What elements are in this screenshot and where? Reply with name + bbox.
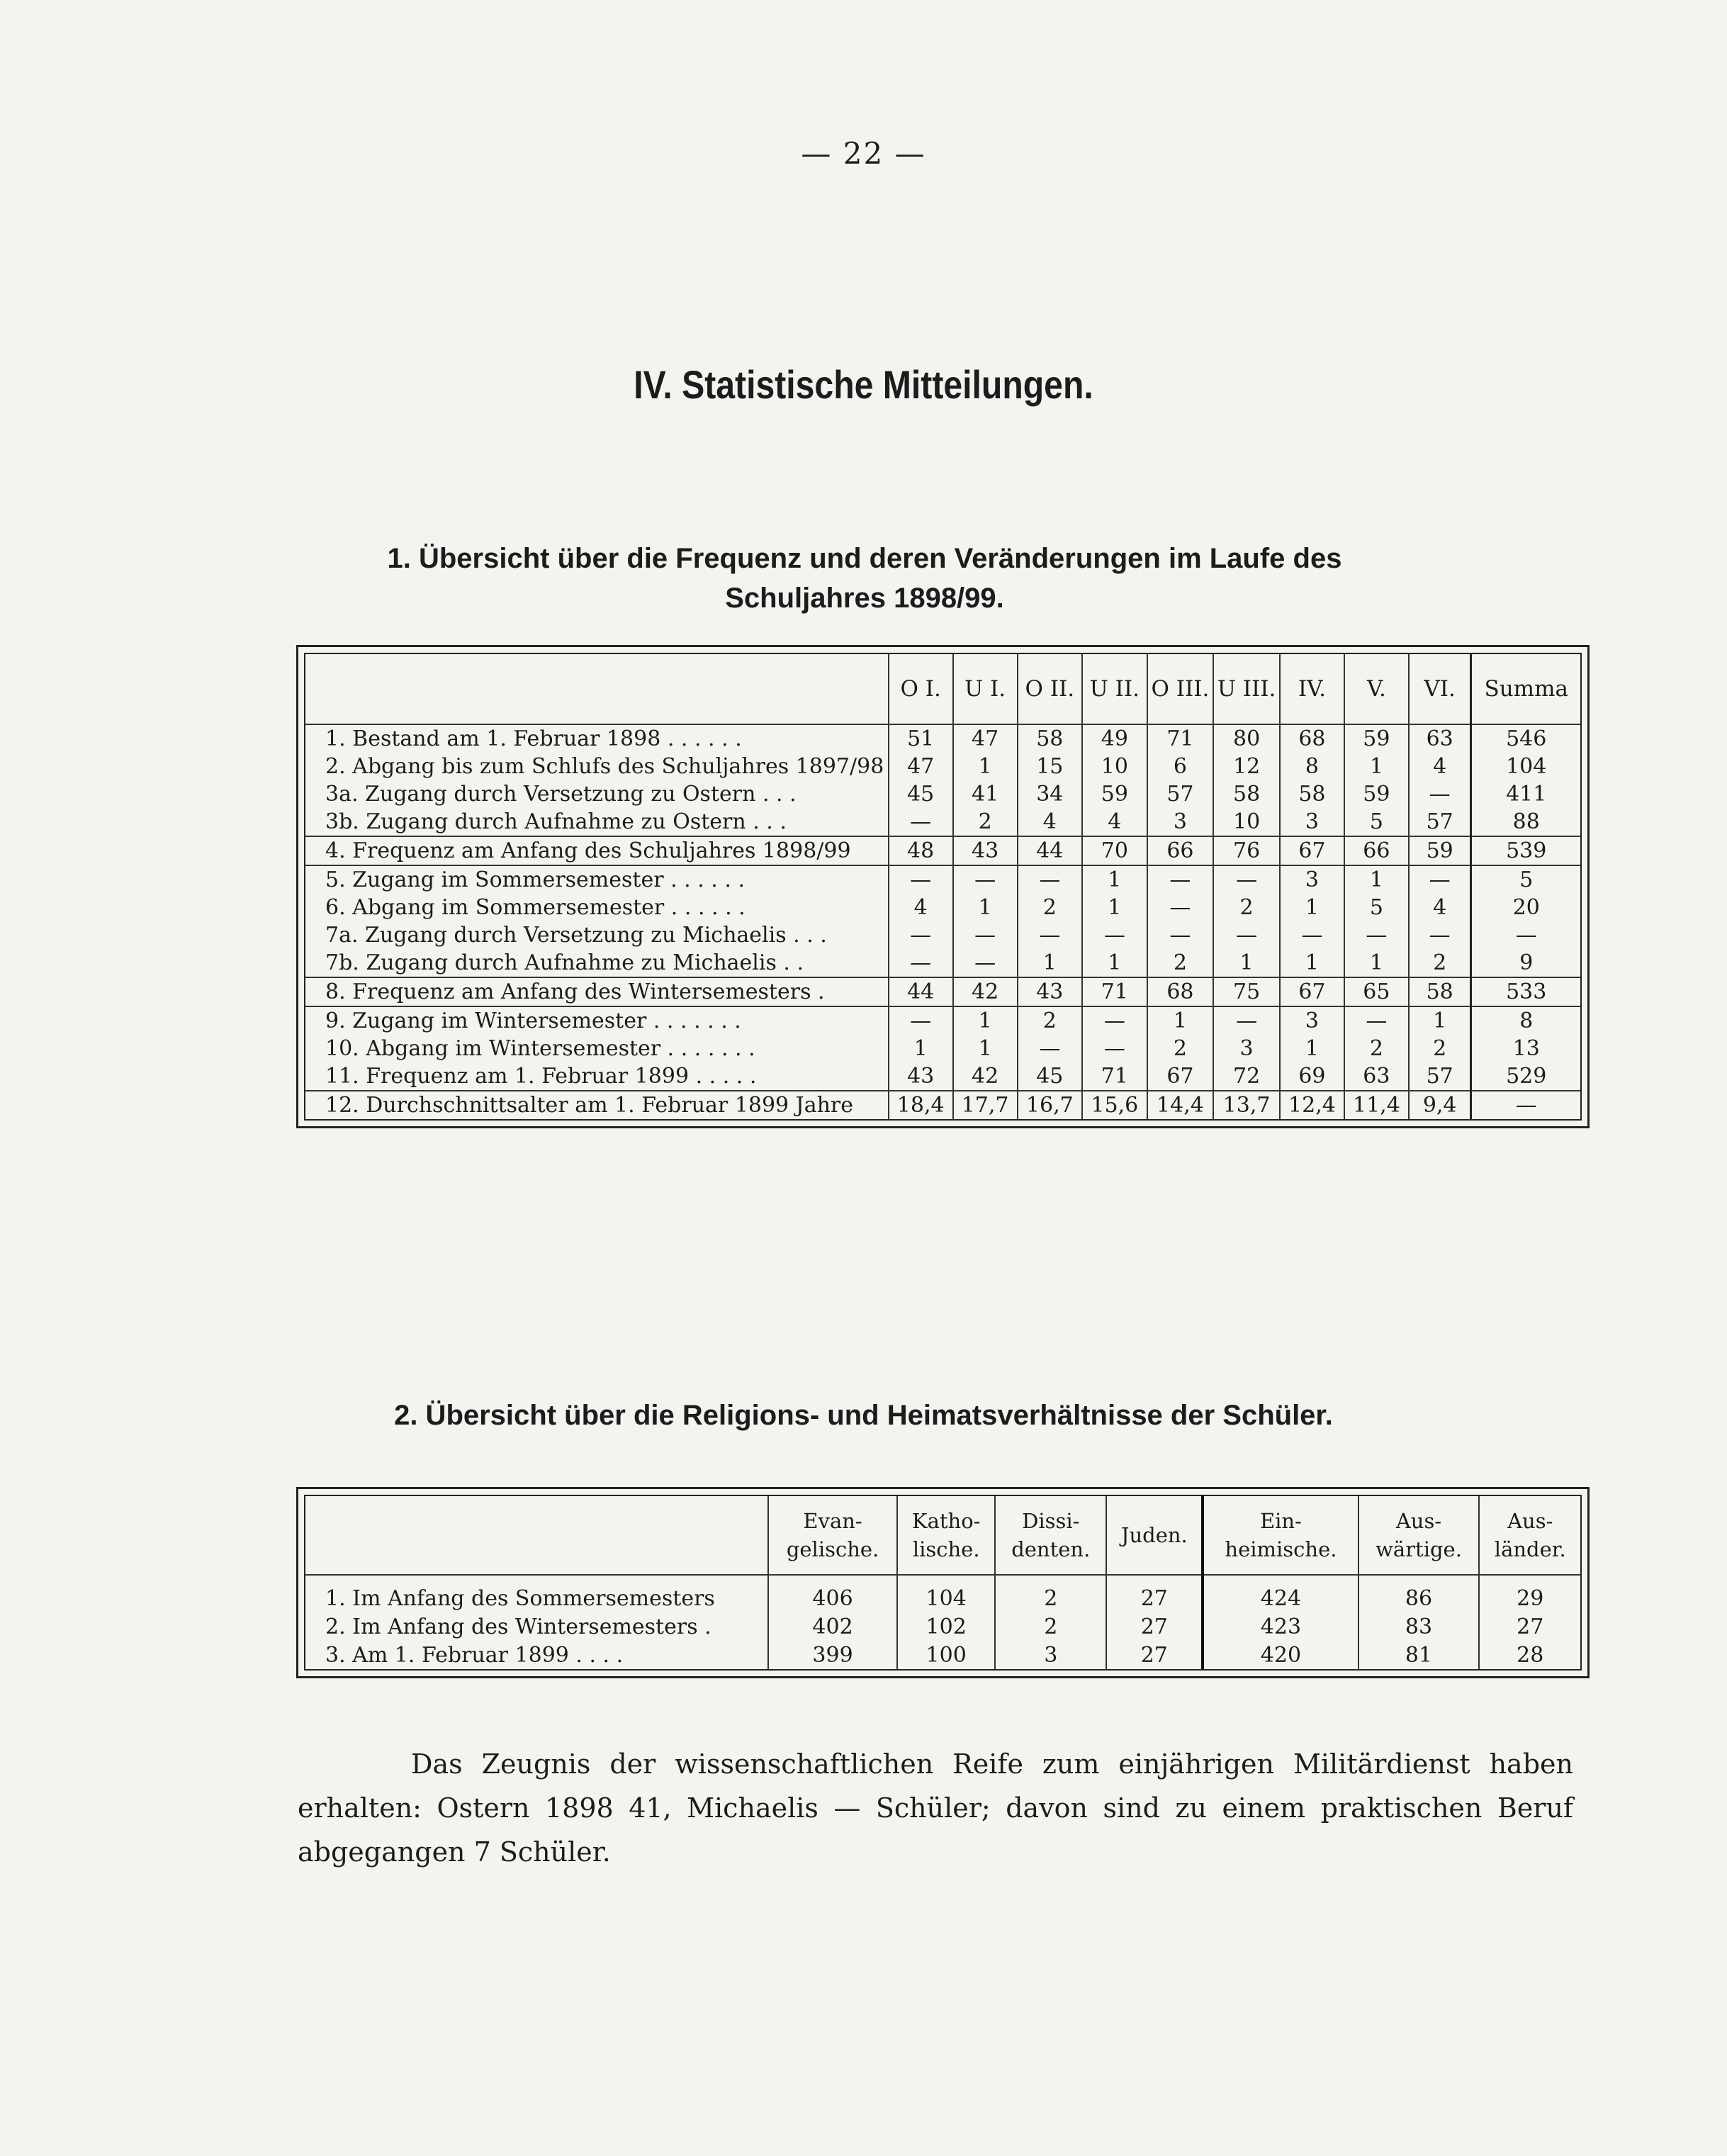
cell-value: 80 [1213,724,1280,753]
cell-value: 12 [1213,753,1280,780]
cell-value: 5 [1344,808,1409,836]
cell-value: 59 [1409,836,1471,865]
cell-value: 67 [1147,1062,1214,1091]
table1-col-header: IV. [1280,654,1344,724]
cell-value: — [1280,921,1344,949]
table-row [305,724,1580,753]
cell-value: 28 [1479,1641,1580,1669]
cell-value: — [889,949,953,977]
row-label: 9. Zugang im Wintersemester . . . . . . . [325,1009,741,1033]
cell-value: 8 [1280,753,1344,780]
cell-value: 58 [1409,977,1471,1006]
cell-value: 2 [1344,1035,1409,1062]
row-label: 7b. Zugang durch Aufnahme zu Michaelis . . [305,949,889,977]
cell-value: 1 [1409,1006,1471,1035]
cell-value: 57 [1147,780,1214,808]
cell-value: 1 [1082,865,1147,894]
row-label: 3a. Zugang durch Versetzung zu Ostern . . . [325,782,797,807]
cell-value: 10 [1082,753,1147,780]
cell-value: 58 [1280,780,1344,808]
cell-value: 44 [1018,836,1082,865]
cell-value: 4 [1409,753,1471,780]
table-row [305,1091,1580,1119]
table1-col-header: U II. [1082,654,1147,724]
row-sum: 529 [1471,1062,1580,1091]
table1-col-header: V. [1344,654,1409,724]
row-sum: 5 [1471,865,1580,894]
cell-value: 72 [1213,1062,1280,1091]
cell-value: 3 [1280,808,1344,836]
row-sum: 20 [1471,894,1580,921]
row-sum: 88 [1471,808,1580,836]
cell-value: 27 [1106,1612,1203,1641]
table1-col-header: U III. [1213,654,1280,724]
cell-value: 1 [953,753,1018,780]
table1-col-header: U I. [953,654,1018,724]
cell-value: 29 [1479,1575,1580,1612]
cell-value: 10 [1213,808,1280,836]
cell-value: 83 [1358,1612,1480,1641]
cell-value: 2 [1147,949,1214,977]
cell-value: 42 [953,977,1018,1006]
section-heading: IV. Statistische Mitteilungen. [634,362,1093,407]
cell-value: 2 [1018,1006,1082,1035]
cell-value: 27 [1106,1641,1203,1669]
cell-value: 2 [1018,894,1082,921]
cell-value: — [1082,921,1147,949]
cell-value: — [889,1006,953,1035]
table1-col-header-summa: Summa [1471,654,1580,724]
closing-paragraph [298,1742,1573,1874]
cell-value: 2 [1409,1035,1471,1062]
cell-value: — [1018,921,1082,949]
cell-value: — [889,808,953,836]
row-sum: 13 [1471,1035,1580,1062]
cell-value: 13,7 [1213,1091,1280,1119]
closing-text: Das Zeugnis der wissenschaftlichen Reife zum einjährigen Militärdienst haben erhalten: Ostern 1898 41, Michaelis — Schüler; davon sind zu einem praktischen Beruf abgegangen 7 Schüler. [298,1748,1573,1868]
row-label: 6. Abgang im Sommersemester . . . . . . [325,895,746,920]
cell-value: 3 [1147,808,1214,836]
table-row [305,780,1580,808]
cell-value: 2 [1409,949,1471,977]
cell-value: 423 [1203,1612,1358,1641]
cell-value: 67 [1280,977,1344,1006]
cell-value: 63 [1409,724,1471,753]
row-sum: 533 [1471,977,1580,1006]
row-sum: 8 [1471,1006,1580,1035]
cell-value: 43 [1018,977,1082,1006]
cell-value: 42 [953,1062,1018,1091]
cell-value: 59 [1082,780,1147,808]
cell-value: — [1082,1006,1147,1035]
row-sum: 104 [1471,753,1580,780]
cell-value: 5 [1344,894,1409,921]
cell-value: 81 [1358,1641,1480,1669]
cell-value: — [1147,894,1214,921]
cell-value: 14,4 [1147,1091,1214,1119]
cell-value: 69 [1280,1062,1344,1091]
cell-value: 1 [953,894,1018,921]
table-row [305,1575,1580,1612]
row-label: 1. Bestand am 1. Februar 1898 . . . . . . [325,726,742,751]
cell-value: — [1344,1006,1409,1035]
cell-value: 4 [1082,808,1147,836]
table1-col-header: O III. [1147,654,1214,724]
cell-value: 27 [1479,1612,1580,1641]
cell-value: 1 [1344,949,1409,977]
row-label: 2. Im Anfang des Wintersemesters . [325,1614,711,1639]
row-sum: 546 [1471,724,1580,753]
cell-value: 9,4 [1409,1091,1471,1119]
page-number: — 22 — [801,136,926,171]
cell-value: 15 [1018,753,1082,780]
table2-header-blank [305,1496,768,1575]
cell-value: 51 [889,724,953,753]
cell-value: 58 [1213,780,1280,808]
cell-value: 43 [889,1062,953,1091]
cell-value: — [1213,921,1280,949]
row-sum: 411 [1471,780,1580,808]
cell-value: 1 [1280,1035,1344,1062]
cell-value: 47 [889,753,953,780]
cell-value: 68 [1147,977,1214,1006]
row-label: 12. Durchschnittsalter am 1. Februar 1899 Jahre [325,1093,853,1118]
cell-value: 6 [1147,753,1214,780]
cell-value: 406 [768,1575,897,1612]
table1-col-header: O II. [1018,654,1082,724]
table-row [305,894,1580,921]
cell-value: 2 [995,1612,1106,1641]
row-label: 11. Frequenz am 1. Februar 1899 . . . . . [305,1062,889,1091]
cell-value: 16,7 [1018,1091,1082,1119]
cell-value: 1 [889,1035,953,1062]
row-sum: 9 [1471,949,1580,977]
table-row [305,1062,1580,1091]
cell-value: — [953,949,1018,977]
table2-col-header: Aus- länder. [1479,1496,1580,1575]
table-row [305,1612,1580,1641]
cell-value: 102 [897,1612,995,1641]
row-label: 7a. Zugang durch Versetzung zu Michaelis . . . [325,923,827,948]
cell-value: — [1147,865,1214,894]
cell-value: 100 [897,1641,995,1669]
cell-value: — [1082,1035,1147,1062]
cell-value: 68 [1280,724,1344,753]
cell-value: 1 [1280,949,1344,977]
cell-value: 47 [953,724,1018,753]
cell-value: 3 [1280,865,1344,894]
table2-col-header: Dissi- denten. [995,1496,1106,1575]
cell-value: — [953,921,1018,949]
frequency-table [296,645,1590,1128]
cell-value: 1 [1344,753,1409,780]
cell-value: 2 [1147,1035,1214,1062]
cell-value: 67 [1280,836,1344,865]
cell-value: 399 [768,1641,897,1669]
cell-value: 45 [889,780,953,808]
table-row [305,753,1580,780]
table2-header-row [305,1496,1580,1575]
cell-value: 15,6 [1082,1091,1147,1119]
cell-value: 1 [1213,949,1280,977]
table2-heading: 2. Übersicht über die Religions- und Heimatsverhältnisse der Schüler. [394,1400,1333,1431]
religion-table [296,1487,1590,1678]
cell-value: 2 [953,808,1018,836]
cell-value: — [1018,865,1082,894]
cell-value: 71 [1082,1062,1147,1091]
cell-value: 104 [897,1575,995,1612]
table-row [305,865,1580,894]
cell-value: 57 [1409,808,1471,836]
cell-value: — [953,865,1018,894]
cell-value: 1 [953,1006,1018,1035]
cell-value: 3 [1280,1006,1344,1035]
table2-col-header: Evan- gelische. [768,1496,897,1575]
cell-value: 1 [1018,949,1082,977]
cell-value: 75 [1213,977,1280,1006]
table2-col-header: Juden. [1106,1496,1203,1575]
row-sum: 539 [1471,836,1580,865]
cell-value: 65 [1344,977,1409,1006]
cell-value: 63 [1344,1062,1409,1091]
table-row [305,977,1580,1006]
row-sum: — [1471,921,1580,949]
cell-value: 27 [1106,1575,1203,1612]
table-row [305,1006,1580,1035]
cell-value: — [1147,921,1214,949]
table2-col-header: Katho- lische. [897,1496,995,1575]
cell-value: 66 [1344,836,1409,865]
cell-value: 3 [995,1641,1106,1669]
cell-value: 48 [889,836,953,865]
cell-value: — [889,865,953,894]
cell-value: 1 [1280,894,1344,921]
table2-col-header: Aus- wärtige. [1358,1496,1480,1575]
cell-value: 4 [1018,808,1082,836]
table-row [305,808,1580,836]
cell-value: 1 [953,1035,1018,1062]
row-label: 8. Frequenz am Anfang des Wintersemesters . [305,977,889,1006]
cell-value: 86 [1358,1575,1480,1612]
cell-value: 11,4 [1344,1091,1409,1119]
cell-value: 420 [1203,1641,1358,1669]
cell-value: 58 [1018,724,1082,753]
cell-value: 2 [1213,894,1280,921]
cell-value: 4 [1409,894,1471,921]
cell-value: 34 [1018,780,1082,808]
row-label: 2. Abgang bis zum Schlufs des Schuljahres 1897/98 [325,754,884,779]
cell-value: — [1409,780,1471,808]
table-row [305,949,1580,977]
cell-value: 49 [1082,724,1147,753]
cell-value: — [1409,865,1471,894]
row-sum: — [1471,1091,1580,1119]
row-label: 3. Am 1. Februar 1899 . . . . [325,1642,624,1668]
cell-value: — [1213,865,1280,894]
table1-heading-line2: Schuljahres 1898/99. [725,583,1004,614]
table1-heading-line1: 1. Übersicht über die Frequenz und deren Veränderungen im Laufe des [387,543,1342,574]
cell-value: 66 [1147,836,1214,865]
cell-value: 18,4 [889,1091,953,1119]
row-label: 4. Frequenz am Anfang des Schuljahres 1898/99 [305,836,889,865]
cell-value: — [1213,1006,1280,1035]
cell-value: 71 [1082,977,1147,1006]
table1-col-header: O I. [889,654,953,724]
cell-value: 402 [768,1612,897,1641]
cell-value: 59 [1344,724,1409,753]
cell-value: 12,4 [1280,1091,1344,1119]
cell-value: 70 [1082,836,1147,865]
table2-col-header: Ein- heimische. [1203,1496,1358,1575]
row-label: 5. Zugang im Sommersemester . . . . . . [325,868,745,892]
cell-value: 41 [953,780,1018,808]
cell-value: — [1344,921,1409,949]
row-label: 10. Abgang im Wintersemester . . . . . . . [325,1036,755,1061]
row-label: 3b. Zugang durch Aufnahme zu Ostern . . . [305,808,889,836]
cell-value: 4 [889,894,953,921]
cell-value: 44 [889,977,953,1006]
cell-value: 1 [1082,949,1147,977]
cell-value: 3 [1213,1035,1280,1062]
cell-value: — [1409,921,1471,949]
cell-value: 71 [1147,724,1214,753]
table1-col-header: VI. [1409,654,1471,724]
row-label: 1. Im Anfang des Sommersemesters [325,1585,715,1611]
cell-value: 43 [953,836,1018,865]
cell-value: — [1018,1035,1082,1062]
table1-header-row [305,654,1580,724]
table-row [305,921,1580,949]
table-row [305,1641,1580,1669]
cell-value: 1 [1082,894,1147,921]
cell-value: 76 [1213,836,1280,865]
table-row [305,836,1580,865]
cell-value: 2 [995,1575,1106,1612]
cell-value: 1 [1344,865,1409,894]
cell-value: 424 [1203,1575,1358,1612]
cell-value: — [889,921,953,949]
cell-value: 45 [1018,1062,1082,1091]
cell-value: 1 [1147,1006,1214,1035]
cell-value: 57 [1409,1062,1471,1091]
table1-heading [298,539,1431,618]
table-row [305,1035,1580,1062]
cell-value: 59 [1344,780,1409,808]
table1-header-blank [305,654,889,724]
cell-value: 17,7 [953,1091,1018,1119]
